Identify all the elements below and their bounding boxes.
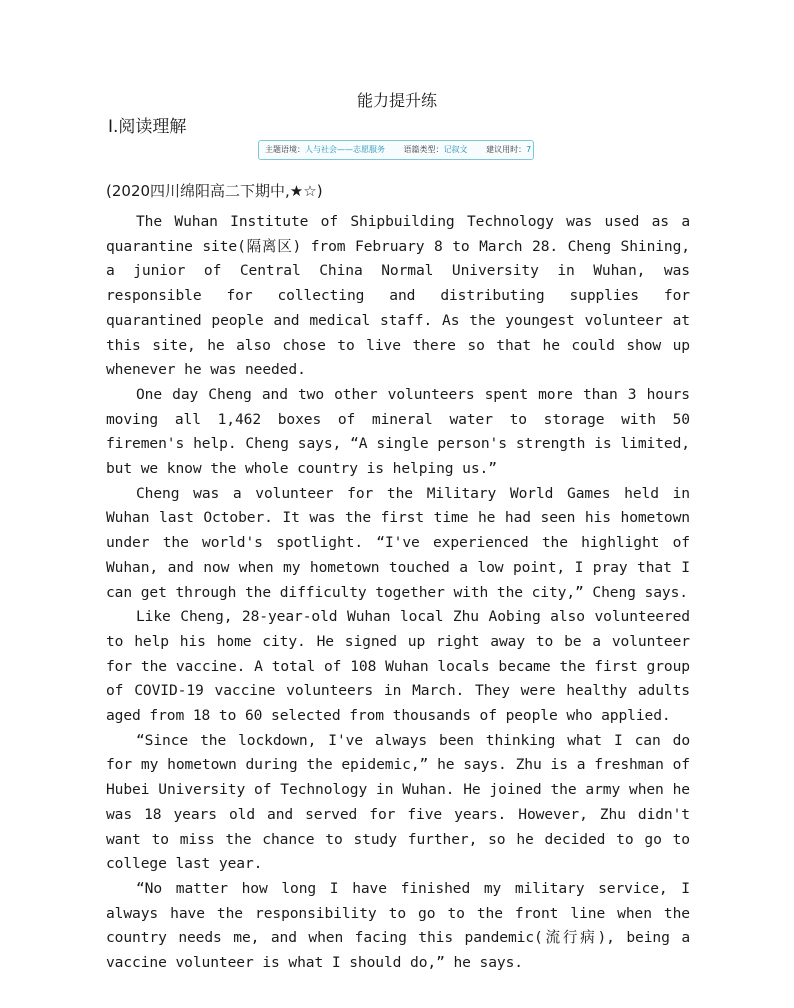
paragraph-3: Cheng was a volunteer for the Military World Games held in Wuhan last October. It was the first time he had seen his hometown under the world's spotlight. “I've experienced the highlight of Wuhan, and now when my hometown touched a low point, I pray that I can get through the difficulty together with the city,” Cheng says. — [106, 484, 690, 601]
paragraph-6: “No matter how long I have finished my military service, I always have the responsibility to go to the front line when the country needs me, and when facing this pandemic(流行病), being a vaccine volunteer is what I should do,” he says. — [106, 879, 690, 972]
source-line: (2020四川绵阳高二下期中,★☆) — [106, 182, 323, 200]
genre-value: 记叙文 — [443, 145, 468, 154]
paragraph-5: “Since the lockdown, I've always been thinking what I can do for my hometown during the epidemic,” he says. Zhu is a freshman of Hubei University of Technology in Wuhan. He joined the army when he was 18 years old and served for five years. However, Zhu didn't want to miss the chance to study further, so he decided to go to college last year. — [106, 731, 690, 873]
paragraph-2: One day Cheng and two other volunteers spent more than 3 hours moving all 1,462 boxes of mineral water to storage with 50 firemen's help. Cheng says, “A single person's strength is limited, but we know the whole country is helping us.” — [106, 385, 690, 478]
section-heading: Ⅰ.阅读理解 — [108, 117, 187, 137]
page-title: 能力提升练 — [356, 91, 437, 110]
theme-label: 主题语境： — [265, 145, 305, 154]
article-body — [106, 210, 690, 976]
time-label: 建议用时： — [486, 145, 527, 154]
info-bar — [258, 140, 534, 160]
paragraph-1: The Wuhan Institute of Shipbuilding Technology was used as a quarantine site(隔离区) from February 8 to March 28. Cheng Shining, a junior of Central China Normal University in Wuhan, was responsible for collecting and distributing supplies for quarantined people and medical staff. As the youngest volunteer at this site, he also chose to live there so that he could show up whenever he was needed. — [106, 213, 690, 379]
theme-value: 人与社会——志愿服务 — [305, 145, 385, 154]
time-value: 7 — [526, 145, 532, 154]
genre-label: 语篇类型： — [403, 145, 444, 154]
paragraph-4: Like Cheng, 28-year-old Wuhan local Zhu Aobing also volunteered to help his home city. He signed up right away to be a volunteer for the vaccine. A total of 108 Wuhan locals became the first group of COVID-19 vaccine volunteers in March. They were healthy adults aged from 18 to 60 selected from thousands of people who applied. — [106, 608, 690, 725]
